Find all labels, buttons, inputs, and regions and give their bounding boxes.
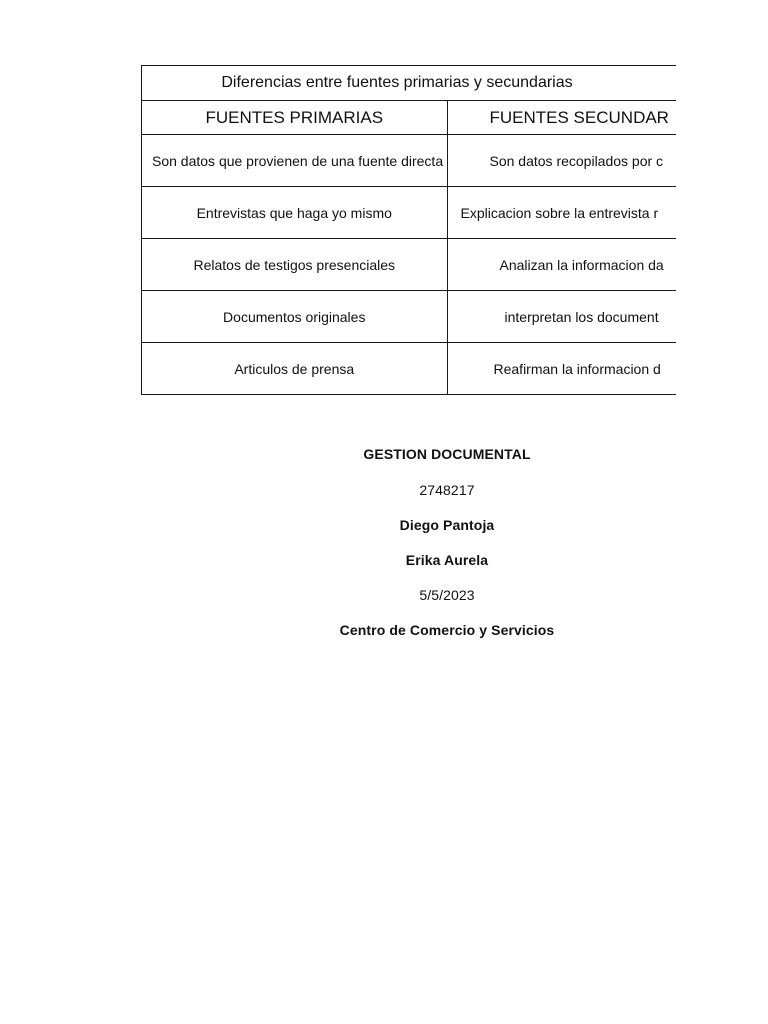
document-date: 5/5/2023: [419, 587, 475, 603]
student-name: Diego Pantoja: [399, 517, 495, 533]
header-primary-sources: FUENTES PRIMARIAS: [142, 101, 448, 135]
primary-cell: Documentos originales: [142, 291, 448, 343]
secondary-cell: Analizan la informacion da: [447, 239, 676, 291]
course-code: 2748217: [419, 482, 475, 498]
primary-cell: Articulos de prensa: [142, 343, 448, 395]
institution-center: Centro de Comercio y Servicios: [339, 622, 555, 638]
table-title: Diferencias entre fuentes primarias y secundarias: [221, 74, 573, 91]
secondary-cell: Son datos recopilados por c: [447, 135, 676, 187]
primary-cell: Relatos de testigos presenciales: [142, 239, 448, 291]
subject-name: GESTION DOCUMENTAL: [363, 446, 531, 462]
instructor-name: Erika Aurela: [405, 552, 489, 568]
secondary-cell: Explicacion sobre la entrevista r: [447, 187, 676, 239]
primary-cell: Entrevistas que haga yo mismo: [142, 187, 448, 239]
secondary-cell: Reafirman la informacion d: [447, 343, 676, 395]
header-secondary-sources: FUENTES SECUNDAR: [447, 101, 676, 135]
primary-cell: Son datos que provienen de una fuente directa: [142, 135, 448, 187]
cover-info: [200, 0, 694, 1024]
secondary-cell: interpretan los document: [447, 291, 676, 343]
